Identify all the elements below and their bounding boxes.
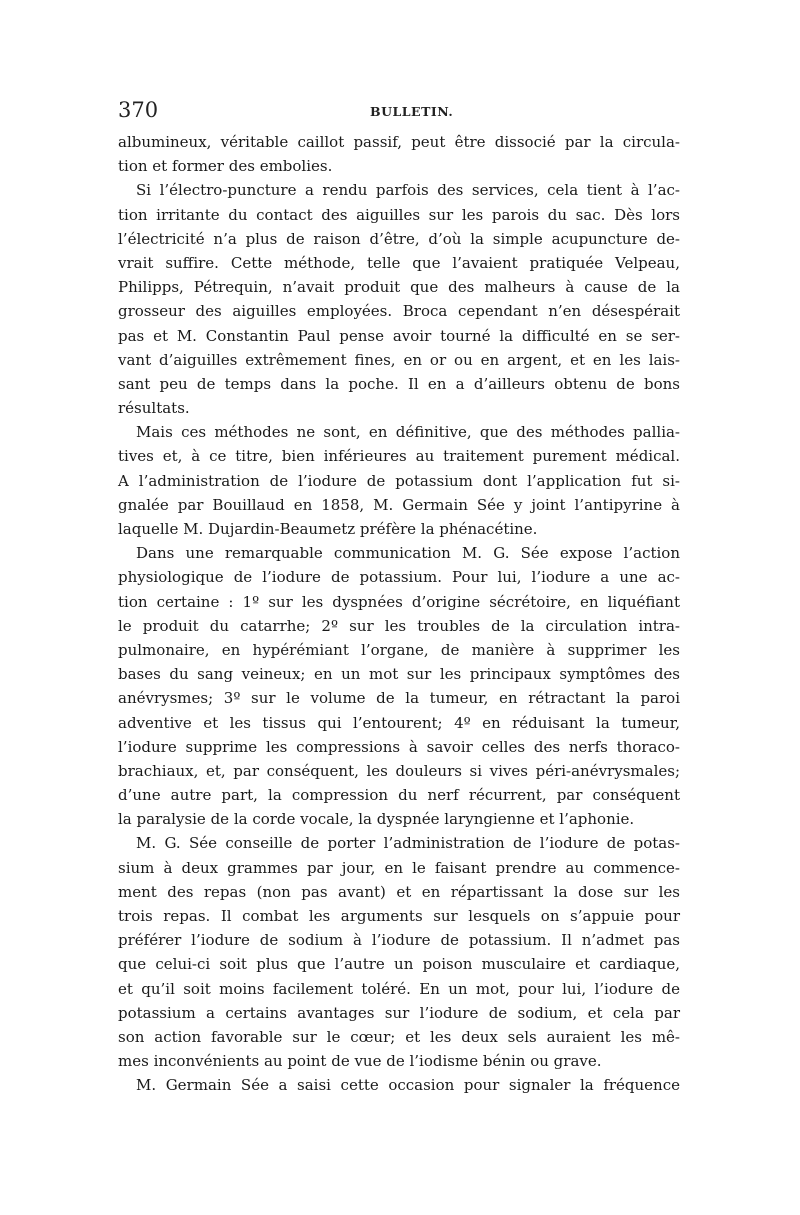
text-line: M. Germain Sée a saisi cette occasion pour signaler la fréquence [136, 1076, 680, 1095]
text-line: tion certaine : 1º sur les dyspnées d’origine sécrétoire, en liquéfiant [118, 592, 680, 611]
text-line: pas et M. Constantin Paul pense avoir tourné la difficulté en se ser- [118, 326, 680, 345]
text-line: grosseur des aiguilles employées. Broca cependant n’en désespérait [118, 302, 680, 321]
text-line: que celui-ci soit plus que l’autre un poison musculaire et cardiaque, [118, 955, 680, 974]
body-text [118, 130, 680, 1098]
text-line: tion et former des embolies. [118, 157, 333, 176]
text-line: la paralysie de la corde vocale, la dyspnée laryngienne et l’aphonie. [118, 810, 635, 829]
text-line: albumineux, véritable caillot passif, peut être dissocié par la circula- [118, 133, 680, 151]
text-line: résultats. [118, 399, 190, 418]
text-line: adventive et les tissus qui l’entourent; 4º en réduisant la tumeur, [118, 713, 680, 732]
page-number: 370 [118, 98, 159, 122]
text-line: l’électricité n’a plus de raison d’être, d’où la simple acupuncture de- [118, 229, 680, 248]
text-line: M. G. Sée conseille de porter l’administration de l’iodure de potas- [136, 834, 680, 853]
text-line: préférer l’iodure de sodium à l’iodure de potassium. Il n’admet pas [118, 931, 680, 950]
text-line: ment des repas (non pas avant) et en répartissant la dose sur les [118, 882, 680, 901]
text-line: anévrysmes; 3º sur le volume de la tumeur, en rétractant la paroi [118, 689, 680, 708]
text-line: Philipps, Pétrequin, n’avait produit que des malheurs à cause de la [118, 278, 680, 297]
text-line: gnalée par Bouillaud en 1858, M. Germain Sée y joint l’antipyrine à [118, 495, 680, 514]
text-line: brachiaux, et, par conséquent, les douleurs si vives péri-anévrysmales; [118, 761, 680, 780]
text-line: et qu’il soit moins facilement toléré. En un mot, pour lui, l’iodure de [118, 979, 680, 998]
text-line: son action favorable sur le cœur; et les deux sels auraient les mê- [118, 1027, 680, 1046]
page-header [118, 98, 678, 128]
text-line: vrait suffire. Cette méthode, telle que l’avaient pratiquée Velpeau, [118, 253, 680, 272]
text-line: sant peu de temps dans la poche. Il en a d’ailleurs obtenu de bons [118, 374, 680, 393]
text-line: vant d’aiguilles extrêmement fines, en or ou en argent, et en les lais- [118, 350, 680, 369]
text-line: physiologique de l’iodure de potassium. Pour lui, l’iodure a une ac- [118, 568, 680, 587]
text-line: tives et, à ce titre, bien inférieures au traitement purement médical. [118, 447, 680, 466]
text-line: Mais ces méthodes ne sont, en définitive, que des méthodes pallia- [136, 423, 680, 442]
text-line: Si l’électro-puncture a rendu parfois des services, cela tient à l’ac- [136, 181, 680, 200]
text-line: laquelle M. Dujardin-Beaumetz préfère la phénacétine. [118, 520, 538, 538]
text-line: mes inconvénients au point de vue de l’iodisme bénin ou grave. [118, 1052, 602, 1071]
text-line: Dans une remarquable communication M. G. Sée expose l’action [136, 544, 680, 563]
text-line: bases du sang veineux; en un mot sur les principaux symptômes des [118, 665, 680, 684]
text-line: A l’administration de l’iodure de potassium dont l’application fut si- [118, 471, 680, 490]
running-head: BULLETIN. [370, 104, 454, 119]
text-line: l’iodure supprime les compressions à savoir celles des nerfs thoraco- [118, 737, 680, 756]
text-line: pulmonaire, en hypérémiant l’organe, de manière à supprimer les [118, 640, 680, 659]
text-line: potassium a certains avantages sur l’iodure de sodium, et cela par [118, 1003, 680, 1022]
text-line: d’une autre part, la compression du nerf récurrent, par conséquent [118, 786, 680, 805]
text-line: tion irritante du contact des aiguilles sur les parois du sac. Dès lors [118, 205, 680, 224]
text-line: trois repas. Il combat les arguments sur lesquels on s’appuie pour [118, 907, 680, 925]
text-line: sium à deux grammes par jour, en le faisant prendre au commence- [118, 858, 680, 877]
text-line: le produit du catarrhe; 2º sur les troubles de la circulation intra- [118, 616, 680, 635]
